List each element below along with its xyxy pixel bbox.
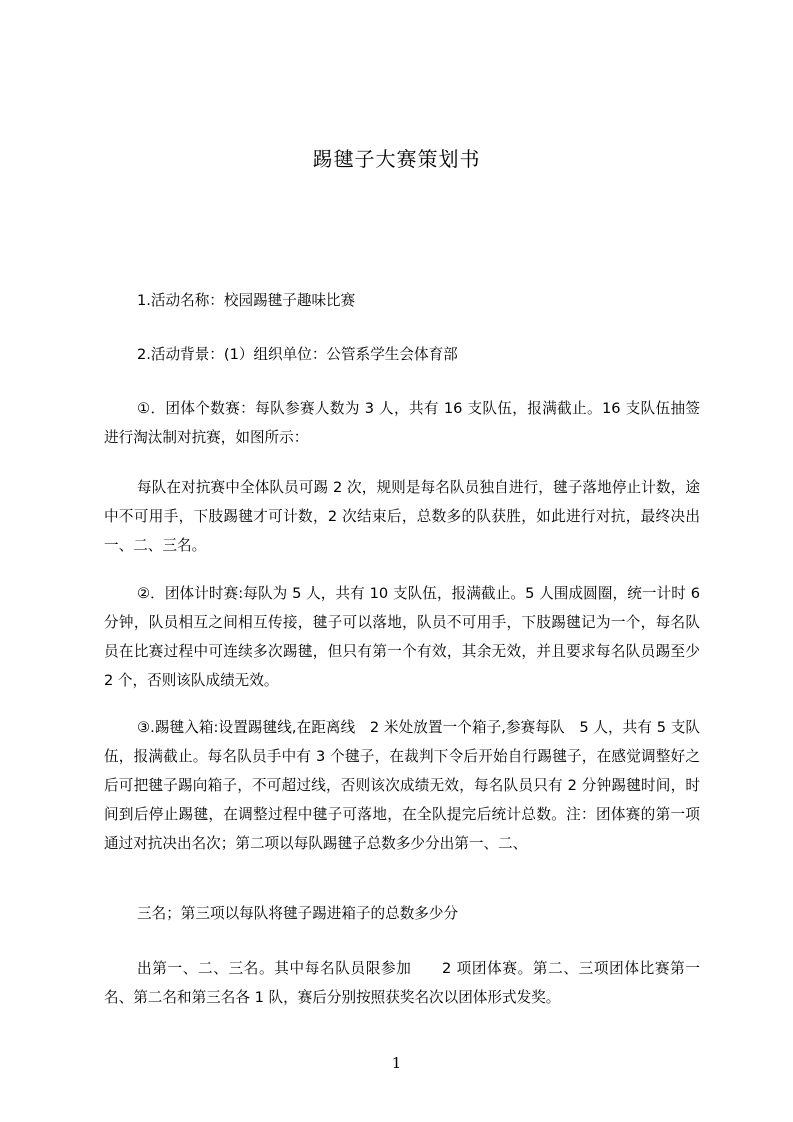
page-number: 1	[391, 1054, 402, 1072]
paragraph-third-item-ranking: 三名；第三项以每队将毽子踢进箱子的总数多少分	[137, 905, 459, 922]
paragraph-timed-match: ②．团体计时赛:每队为 5 人，共有 10 支队伍，报满截止。5 人围成圆圈，统一计时 6 分钟，队员相互之间相互传接，毽子可以落地，队员不可用手，下肢踢毽记为一个，每名队员在比赛过程中可连续多次踢毽，但只有第一个有效，其余无效，并且要求每名队员踢至少 2 个，否则该队成绩无效。	[104, 585, 700, 689]
paragraph-awards: 出第一、二、三名。其中每名队员限参加 2 项团体赛。第二、三项团体比赛第一名、第二名和第三名各 1 队，赛后分别按照获奖名次以团体形式发奖。	[104, 960, 700, 1006]
document-title: 踢毽子大赛策划书	[312, 147, 481, 171]
paragraph-kick-into-box: ③.踢毽入箱:设置踢毽线,在距离线 2 米处放置一个箱子,参赛每队 5 人，共有 5 支队伍，报满截止。每名队员手中有 3 个毽子，在裁判下令后开始自行踢毽子，在感觉调整好之后可把毽子踢向箱子，不可超过线，否则该次成绩无效，每名队员只有 2 分钟踢毽时间，时间到后停止踢毽，在调整过程中毽子可落地，在全队提完后统计总数。注：团体赛的第一项通过对抗决出名次；第二项以每队踢毽子总数多少分出第一、二、	[104, 719, 700, 852]
paragraph-team-count-match: ①．团体个数赛：每队参赛人数为 3 人，共有 16 支队伍，报满截止。16 支队伍抽签进行淘汰制对抗赛，如图所示：	[104, 400, 700, 446]
paragraph-activity-background: 2.活动背景：(1）组织单位：公管系学生会体育部	[137, 346, 458, 363]
paragraph-match-rules: 每队在对抗赛中全体队员可踢 2 次，规则是每名队员独自进行，毽子落地停止计数，途中不可用手，下肢踢毽才可计数，2 次结束后，总数多的队获胜，如此进行对抗，最终决出一、二、三名。	[104, 479, 700, 554]
paragraph-activity-name: 1.活动名称：校园踢毽子趣味比赛	[137, 292, 356, 309]
